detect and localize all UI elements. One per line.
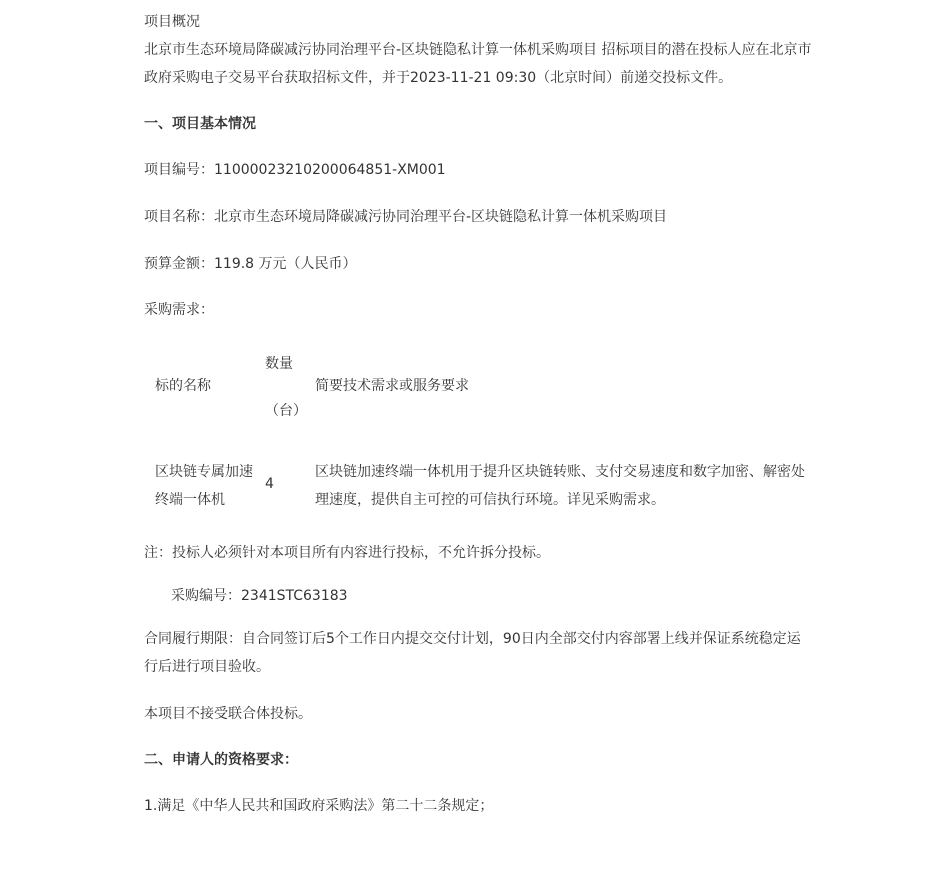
section-heading-qualifications: 二、申请人的资格要求： <box>144 752 298 768</box>
table-row-item-qty: 4 <box>265 476 274 492</box>
table-header-qty-unit: （台） <box>265 403 307 419</box>
table-header-name: 标的名称 <box>155 378 211 394</box>
requirements-table <box>144 352 824 522</box>
purchase-number: 采购编号：2341STC63183 <box>171 588 348 604</box>
section-heading-basic-info: 一、项目基本情况 <box>144 116 256 132</box>
table-row-item-name <box>155 458 253 514</box>
table-row-item-name-line1: 区块链专属加速 <box>155 464 253 480</box>
project-name: 项目名称：北京市生态环境局降碳减污协同治理平台-区块链隐私计算一体机采购项目 <box>144 209 668 225</box>
overview-title: 项目概况 <box>144 14 200 30</box>
qualification-item-1: 1.满足《中华人民共和国政府采购法》第二十二条规定； <box>144 798 494 814</box>
procurement-demand-label: 采购需求： <box>144 302 214 318</box>
table-row-item-name-line2: 终端一体机 <box>155 492 225 508</box>
table-header-desc: 简要技术需求或服务要求 <box>315 378 469 394</box>
budget-amount: 预算金额：119.8 万元（人民币） <box>144 256 357 272</box>
contract-period: 合同履行期限：自合同签订后5个工作日内提交交付计划，90日内全部交付内容部署上线并保证系统稳定运行后进行项目验收。 <box>144 631 801 675</box>
consortium-policy: 本项目不接受联合体投标。 <box>144 706 312 722</box>
overview-text: 北京市生态环境局降碳减污协同治理平台-区块链隐私计算一体机采购项目 招标项目的潜在投标人应在北京市政府采购电子交易平台获取招标文件，并于2023-11-21 09:30（北京时间）前递交投标文件。 <box>144 42 812 86</box>
bidding-note: 注：投标人必须针对本项目所有内容进行投标，不允许拆分投标。 <box>144 545 550 561</box>
table-header-qty: 数量 <box>265 356 293 372</box>
project-number: 项目编号：11000023210200064851-XM001 <box>144 162 446 178</box>
table-row-item-desc: 区块链加速终端一体机用于提升区块链转账、支付交易速度和数字加密、解密处理速度，提供自主可控的可信执行环境。详见采购需求。 <box>315 464 805 508</box>
